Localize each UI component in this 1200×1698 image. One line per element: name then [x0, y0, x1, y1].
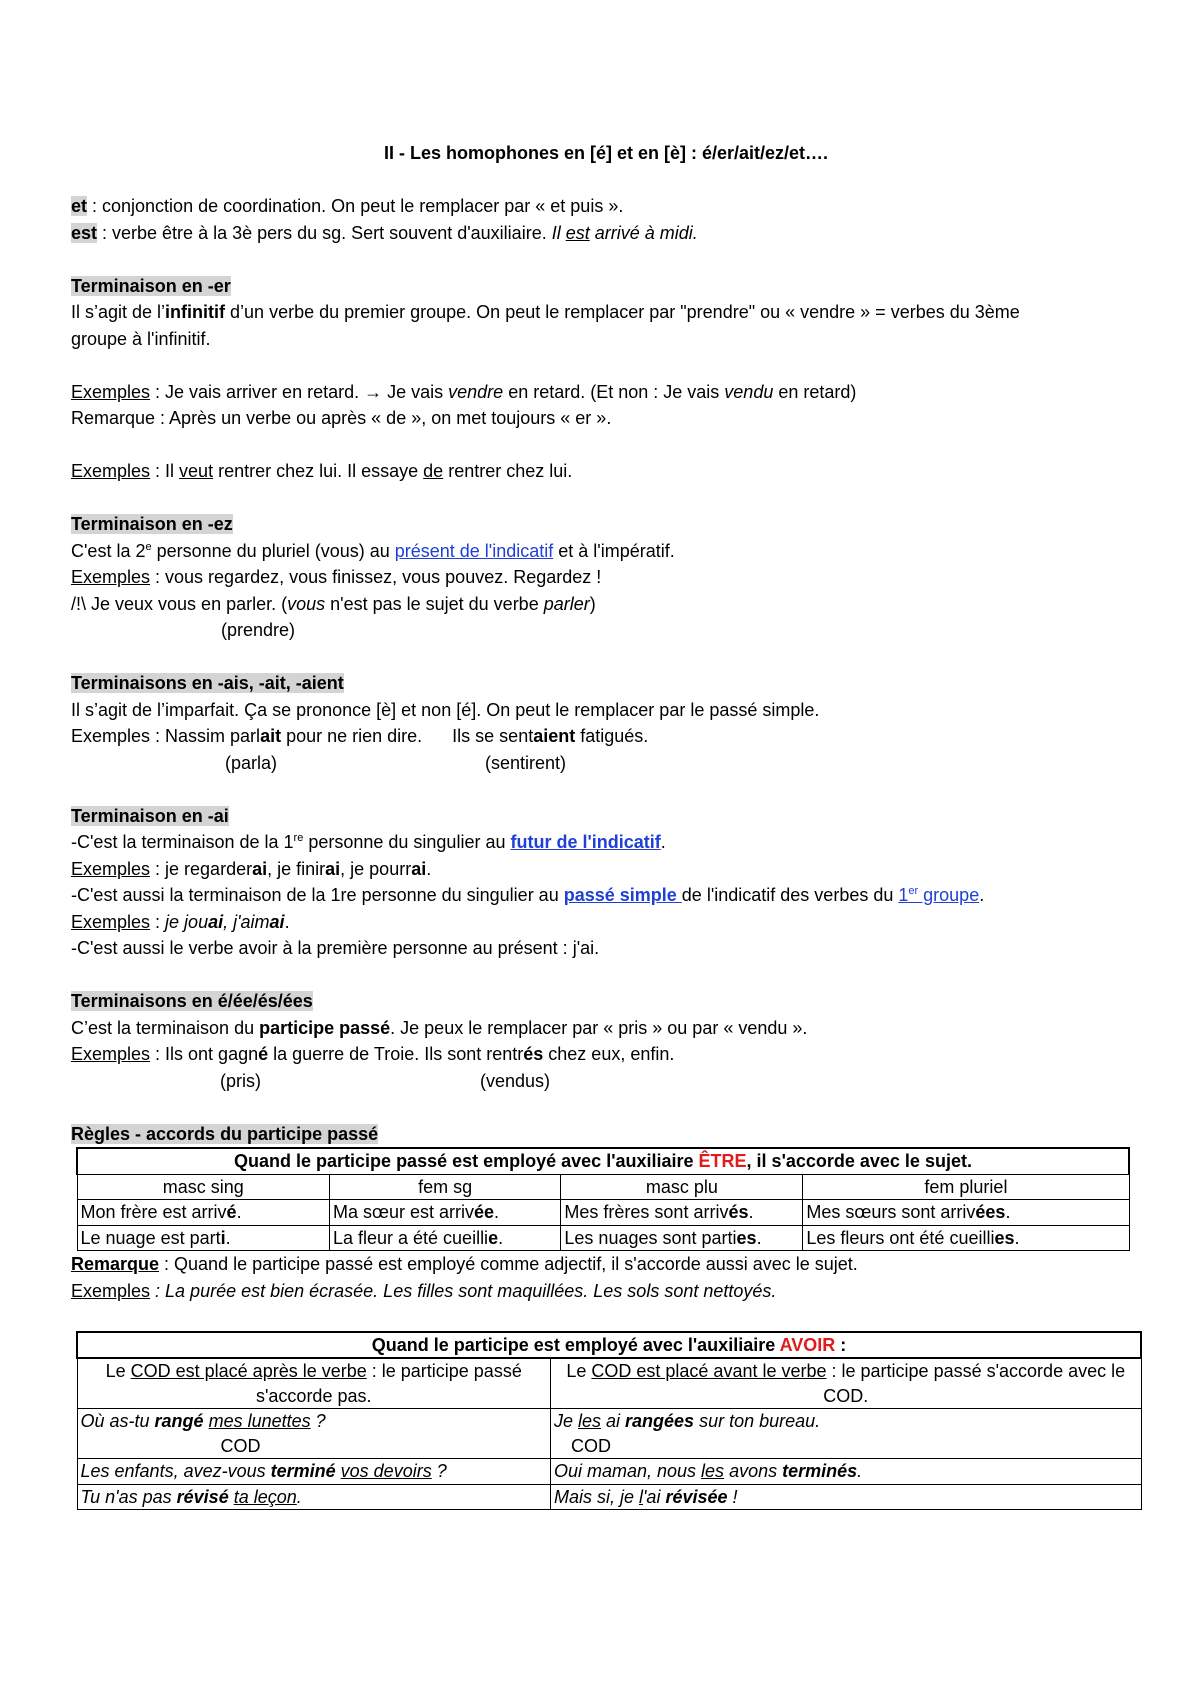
section-heading: Terminaison en -ai	[71, 805, 229, 826]
table-row: Tu n'as pas révisé ta leçon. Mais si, je l'ai révisée !	[77, 1484, 1141, 1510]
document-page	[71, 140, 1141, 1510]
present-indicatif-link[interactable]: présent de l'indicatif	[394, 540, 554, 561]
et-definition: et : conjonction de coordination. On peut le remplacer par « et puis ».	[71, 196, 624, 216]
section-ai: Terminaison en -ai -C'est la terminaison de la 1re personne du singulier au futur de l'indicatif. Exemples : je regarderai, je finirai, je pourrai. -C'est aussi la terminaison de la 1re personne du singulier au passé simple de l'indicatif des verbes du 1er groupe. Exemples : je jouai, j'aimai. -C'est aussi le verbe avoir à la première personne au présent : j'ai.	[71, 805, 985, 958]
section-ez: Terminaison en -ez C'est la 2e personne du pluriel (vous) au présent de l'indicatif et à l'impératif. Exemples : vous regardez, vous finissez, vous pouvez. Regardez ! /!\ Je veux vous en parler. (vous n'est pas le sujet du verbe parler) (prendre)	[71, 514, 675, 640]
premier-groupe-link[interactable]: 1er groupe	[898, 885, 980, 905]
section-heading: Terminaisons en é/ée/és/ées	[71, 991, 313, 1011]
section-heading: Terminaisons en -ais, -ait, -aient	[71, 673, 344, 693]
section-heading: Terminaison en -er	[71, 275, 231, 296]
table-row: Mon frère est arrivé. Ma sœur est arrivée. Mes frères sont arrivés. Mes sœurs sont arrivées.	[77, 1200, 1129, 1226]
section-heading: Terminaison en -ez	[71, 514, 233, 534]
page-title: II - Les homophones en [é] et en [è] : é/er/ait/ez/et….	[383, 143, 829, 163]
table-row: Les enfants, avez-vous terminé vos devoirs ? Oui maman, nous les avons terminés.	[77, 1459, 1141, 1485]
est-definition: est : verbe être à la 3è pers du sg. Sert souvent d'auxiliaire. Il est arrivé à midi.	[71, 222, 698, 243]
section-ee: Terminaisons en é/ée/és/ées C’est la terminaison du participe passé. Je peux le remplacer par « pris » ou par « vendu ». Exemples : Ils ont gagné la guerre de Troie. Ils sont rentrés chez eux, enfin. (pris) (vendus)	[71, 991, 808, 1091]
table-row: Le nuage est parti. La fleur a été cueillie. Les nuages sont parties. Les fleurs ont été cueillies.	[77, 1225, 1129, 1251]
futur-indicatif-link[interactable]: futur de l'indicatif	[510, 832, 661, 852]
passe-simple-link[interactable]: passé simple	[563, 885, 682, 905]
etre-agreement-table: Quand le participe passé est employé avec l'auxiliaire ÊTRE, il s'accorde avec le sujet. masc sing fem sg masc plu fem pluriel Mon frère est arrivé. Ma sœur est arrivée. Mes frères sont arrivés. Mes sœurs sont arrivées. Le nuage est parti. La fleur a été cueillie. Les nuages sont parties. Les fleurs ont été cueillies.	[76, 1147, 1130, 1251]
section-heading: Règles - accords du participe passé	[71, 1123, 379, 1144]
table-row: Où as-tu rangé mes lunettes ? COD Je les ai rangées sur ton bureau. COD	[77, 1409, 1141, 1459]
avoir-agreement-table: Quand le participe est employé avec l'auxiliaire AVOIR : Le COD est placé après le verbe : le participe passé s'accorde pas. Le COD est placé avant le verbe : le participe passé s'accorde avec le COD. Où as-tu rangé mes lunettes ? COD Je les ai rangées sur ton bureau. COD Les enfants, avez-vous terminé vos devoirs ? Oui maman, nous les avons terminés. Tu n'as pas révisé ta leçon. Mais si, je l'ai révisée !	[76, 1331, 1142, 1511]
section-er: Terminaison en -er Il s’agit de l’infinitif d’un verbe du premier groupe. On peut le remplacer par "prendre" ou « vendre » = verbes du 3ème groupe à l'infinitif. Exemples : Je vais arriver en retard. → Je vais vendre en retard. (Et non : Je vais vendu en retard) Remarque : Après un verbe ou après « de », on met toujours « er ». Exemples : Il veut rentrer chez lui. Il essaye de rentrer chez lui.	[71, 275, 1020, 481]
section-ais: Terminaisons en -ais, -ait, -aient Il s’agit de l’imparfait. Ça se prononce [è] et non [é]. On peut le remplacer par le passé simple. Exemples : Nassim parlait pour ne rien dire. Ils se sentaient fatigués. (parla) (sentirent)	[71, 673, 820, 773]
section-rules: Règles - accords du participe passé Quand le participe passé est employé avec l'auxiliaire ÊTRE, il s'accorde avec le sujet. masc sing fem sg masc plu fem pluriel Mon frère est arrivé. Ma sœur est arrivée. Mes frères sont arrivés. Mes sœurs sont arrivées. Le nuage est parti. La fleur a été cueillie. Les nuages sont parties. Les fleurs ont été cueillies. Remarque : Quand le participe passé est employé comme adjectif, il s'accorde aussi avec le sujet. Exemples : La purée est bien écrasée. Les filles sont maquillées. Les sols sont nettoyés.	[71, 1121, 1141, 1305]
